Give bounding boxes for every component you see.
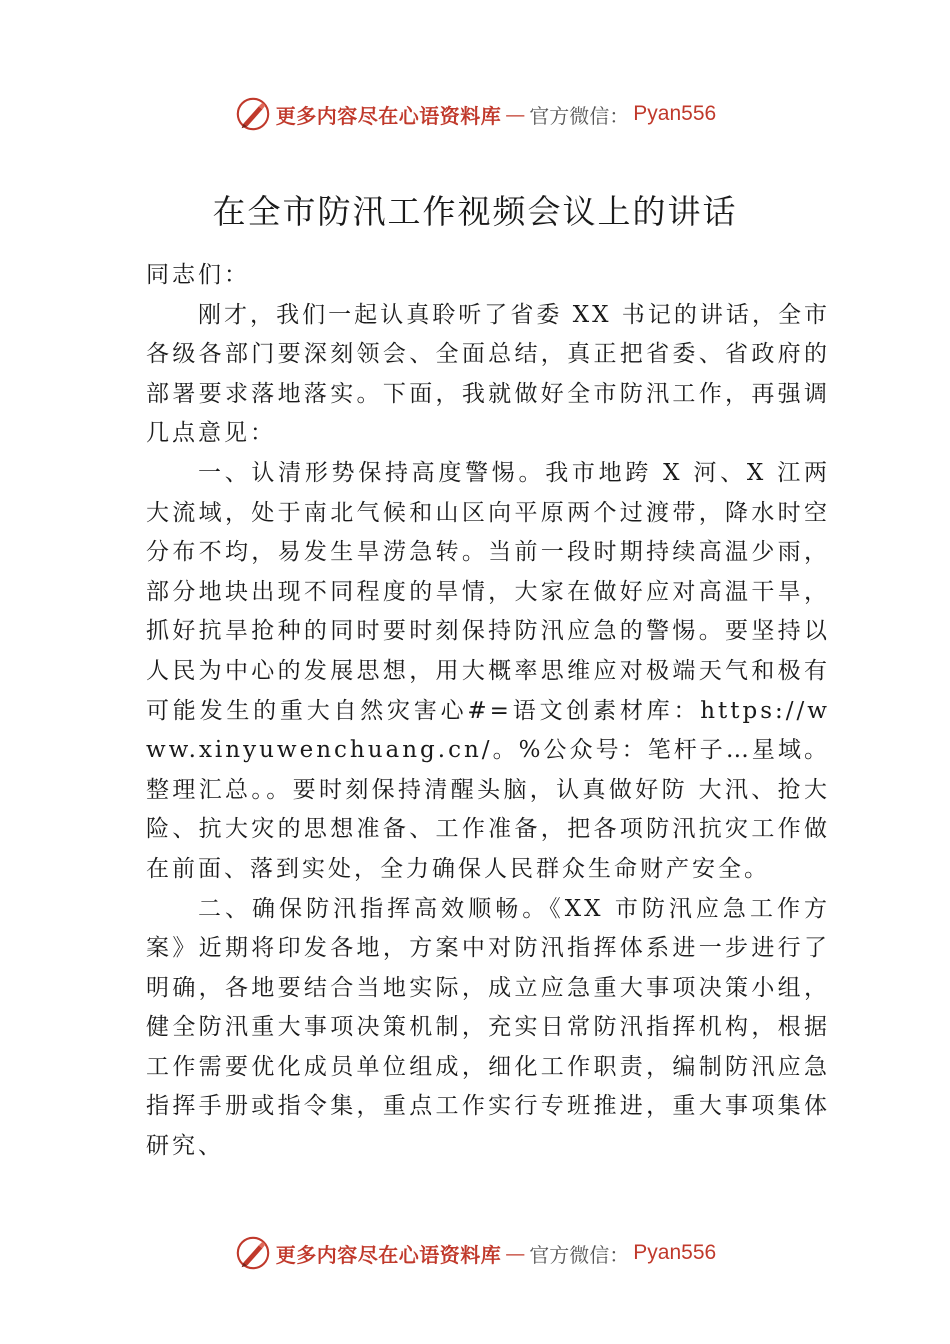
- pen-logo-icon: [234, 95, 272, 133]
- footer-banner: [0, 1233, 950, 1273]
- paragraph-intro: 刚才，我们一起认真聆听了省委 XX 书记的讲话，全市各级各部门要深刻领会、全面总结，真正把省委、省政府的部署要求落地落实。下面，我就做好全市防汛工作，再强调几点意见：: [146, 301, 830, 447]
- paragraph-situation: 一、认清形势保持高度警惕。我市地跨 X 河、X 江两大流域，处于南北气候和山区向平原两个过渡带，降水时空分布不均，易发生旱涝急转。当前一段时期持续高温少雨，部分地块出现不同程度的旱情，大家在做好应对高温干旱，抓好抗旱抢种的同时要时刻保持防汛应急的警惕。要坚持以人民为中心的发展思想，用大概率思维应对极端天气和极有可能发生的重大自然灾害心#=语文创素材库：https://www.xinyuwenchuang.cn/。%公众号：笔杆子…星域。整理汇总。。要时刻保持清醒头脑，认真做好防 大汛、抢大险、抗大灾的思想准备、工作准备，把各项防汛抗灾工作做在前面、落到实处，全力确保人民群众生命财产安全。: [146, 459, 830, 882]
- banner-dash: —: [505, 102, 526, 126]
- banner-slogan: 更多内容尽在心语资料库: [275, 1242, 502, 1267]
- banner-dash: —: [505, 1241, 526, 1265]
- pen-logo-icon: [234, 1234, 272, 1272]
- banner-wechat-id[interactable]: Pyan556: [633, 102, 717, 125]
- document-body: [146, 256, 830, 1167]
- banner-wechat-label: 官方微信：: [529, 1242, 630, 1267]
- paragraph-command: 二、确保防汛指挥高效顺畅。《XX 市防汛应急工作方案》近期将印发各地，方案中对防汛指挥体系进一步进行了明确，各地要结合当地实际，成立应急重大事项决策小组，健全防汛重大事项决策机制，充实日常防汛指挥机构，根据工作需要优化成员单位组成，细化工作职责，编制防汛应急指挥手册或指令集，重点工作实行专班推进，重大事项集体研究、: [146, 895, 830, 1160]
- banner-slogan: 更多内容尽在心语资料库: [275, 103, 502, 128]
- header-banner: [0, 94, 950, 134]
- banner-wechat-id[interactable]: Pyan556: [633, 1241, 717, 1264]
- banner-wechat-label: 官方微信：: [529, 103, 630, 128]
- salutation: 同志们：: [146, 262, 250, 288]
- document-title: 在全市防汛工作视频会议上的讲话: [212, 192, 738, 231]
